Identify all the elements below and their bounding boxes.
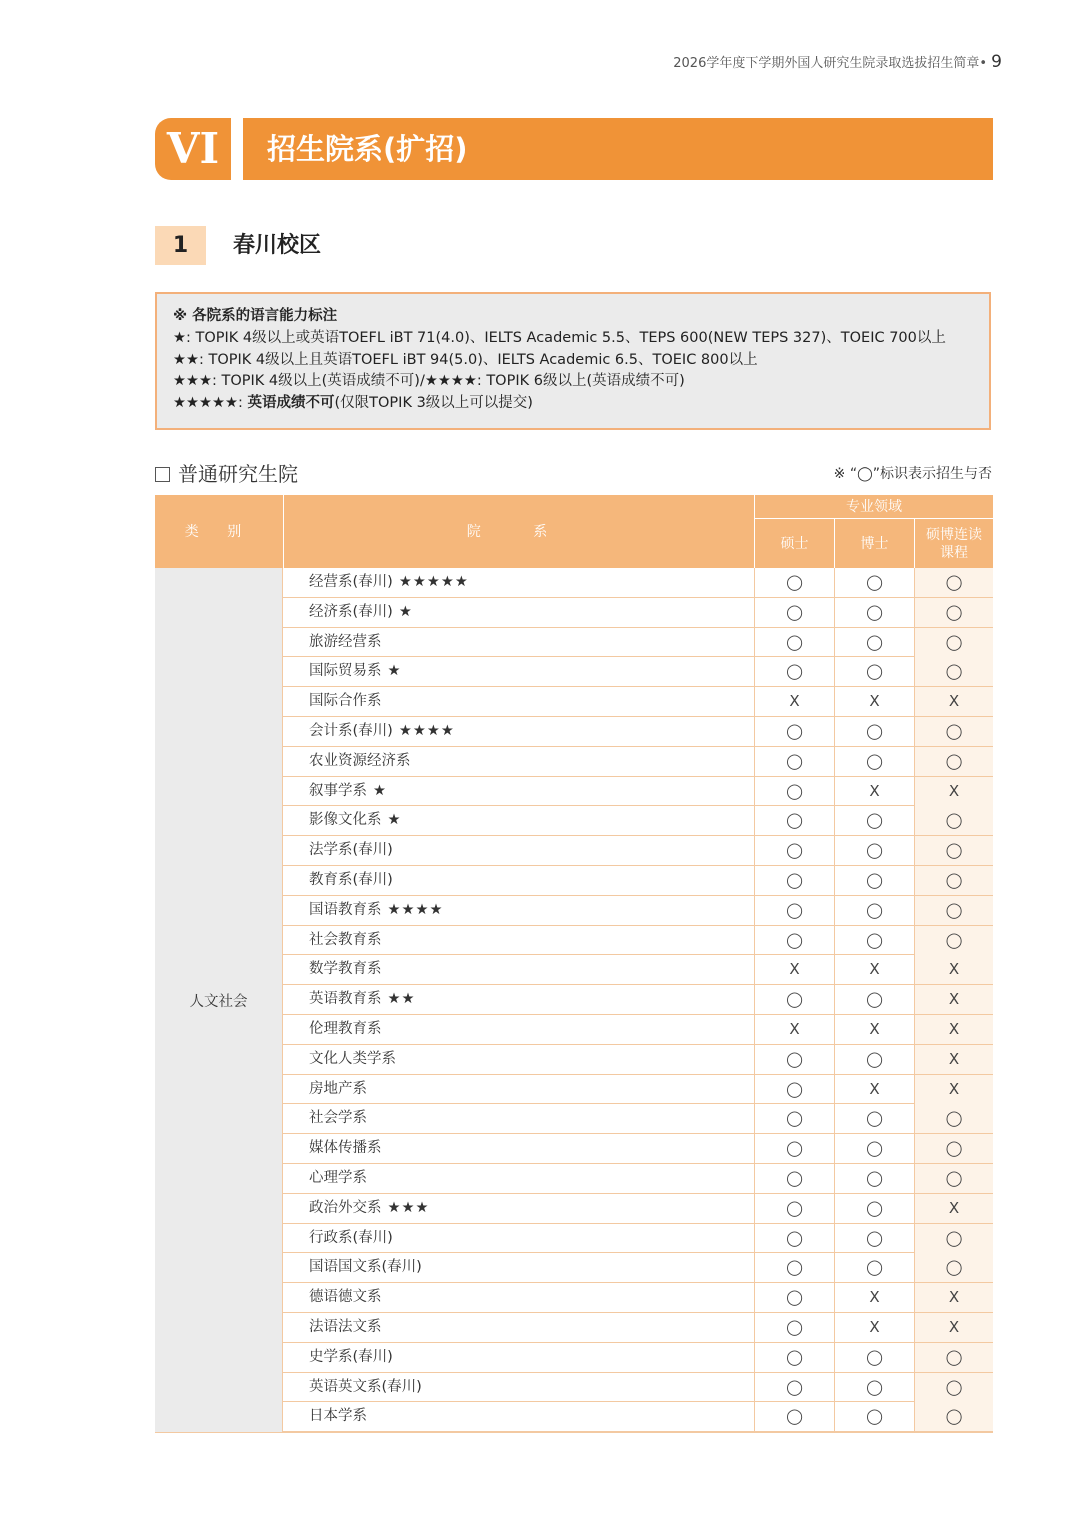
integrated-cell: ◯	[914, 1224, 993, 1253]
masters-cell: ◯	[754, 1402, 834, 1431]
table-row	[283, 568, 993, 598]
department-label: 英语教育系	[309, 991, 382, 1008]
integrated-cell: ◯	[914, 628, 993, 657]
department-name	[309, 687, 388, 716]
department-name	[309, 806, 402, 835]
integrated-cell: ◯	[914, 598, 993, 627]
masters-cell: ◯	[754, 985, 834, 1014]
table-row	[283, 1313, 993, 1343]
department-label: 国际贸易系	[309, 663, 382, 680]
table-row	[283, 657, 993, 687]
language-note-box	[155, 292, 991, 430]
integrated-cell: ◯	[914, 717, 993, 746]
table-row	[283, 777, 993, 807]
doctorate-cell: ◯	[834, 1224, 914, 1253]
department-name	[309, 1104, 373, 1133]
table-row	[283, 926, 993, 956]
integrated-cell: ◯	[914, 1343, 993, 1372]
masters-cell: ◯	[754, 777, 834, 806]
department-label: 旅游经营系	[309, 633, 382, 650]
department-name	[309, 568, 469, 597]
department-label: 法学系(春川)	[309, 842, 393, 859]
header-department: 院 系	[466, 523, 572, 540]
doctorate-cell: ◯	[834, 1134, 914, 1163]
doctorate-cell: ◯	[834, 628, 914, 657]
table-row	[283, 1164, 993, 1194]
department-name	[309, 1134, 388, 1163]
integrated-cell: X	[914, 955, 993, 984]
department-label: 房地产系	[309, 1080, 367, 1097]
table-heading-text: 普通研究生院	[178, 462, 298, 486]
section-roman-numeral: VI	[155, 118, 231, 180]
integrated-cell: X	[914, 1313, 993, 1342]
department-label: 国语教育系	[309, 901, 382, 918]
masters-cell: ◯	[754, 1224, 834, 1253]
integrated-cell: X	[914, 687, 993, 716]
table-row	[283, 1134, 993, 1164]
masters-cell: ◯	[754, 657, 834, 686]
department-label: 国际合作系	[309, 693, 382, 710]
department-label: 英语英文系(春川)	[309, 1378, 422, 1395]
department-label: 叙事学系	[309, 782, 367, 799]
masters-cell: X	[754, 1015, 834, 1044]
department-label: 影像文化系	[309, 812, 382, 829]
integrated-cell: X	[914, 1045, 993, 1074]
table-row	[283, 747, 993, 777]
integrated-cell: X	[914, 1015, 993, 1044]
language-note-text: : TOPIK 4级以上(英语成绩不可)/★★★★: TOPIK 6级以上(英语成绩不可)	[212, 373, 685, 390]
doctorate-cell: ◯	[834, 836, 914, 865]
header-masters: 硕士	[754, 519, 834, 568]
star-rating: ★★	[173, 351, 199, 368]
integrated-cell: ◯	[914, 568, 993, 597]
department-label: 教育系(春川)	[309, 871, 393, 888]
language-note-text: : TOPIK 4级以上且英语TOEFL iBT 94(5.0)、IELTS Academic 6.5、TOEIC 800以上	[199, 351, 758, 368]
table-row	[283, 896, 993, 926]
department-name	[309, 1343, 399, 1372]
masters-cell: X	[754, 955, 834, 984]
doctorate-cell: ◯	[834, 985, 914, 1014]
star-rating: ★★★	[387, 1199, 430, 1216]
integrated-cell: X	[914, 985, 993, 1014]
integrated-cell: X	[914, 777, 993, 806]
section-title: 招生院系(扩招)	[243, 118, 993, 180]
doctorate-cell: X	[834, 1313, 914, 1342]
checkbox-icon	[155, 467, 170, 482]
doctorate-cell: X	[834, 1015, 914, 1044]
masters-cell: ◯	[754, 1343, 834, 1372]
language-note-line	[173, 371, 973, 393]
language-note-line	[173, 328, 973, 350]
table-row	[283, 1343, 993, 1373]
masters-cell: ◯	[754, 1313, 834, 1342]
language-note-text: :	[238, 395, 248, 412]
table-row	[283, 1373, 993, 1403]
department-name	[309, 955, 388, 984]
department-table	[155, 495, 993, 1433]
doctorate-cell: X	[834, 1283, 914, 1312]
doctorate-cell: ◯	[834, 1343, 914, 1372]
table-row	[283, 1045, 993, 1075]
department-name	[309, 1164, 373, 1193]
department-name	[309, 598, 413, 627]
star-rating: ★	[373, 782, 387, 799]
integrated-cell: ◯	[914, 747, 993, 776]
doctorate-cell: ◯	[834, 1194, 914, 1223]
table-body	[155, 568, 993, 1432]
table-row	[283, 866, 993, 896]
department-label: 日本学系	[309, 1408, 367, 1425]
department-name	[309, 866, 399, 895]
doctorate-cell: X	[834, 955, 914, 984]
integrated-cell: ◯	[914, 1373, 993, 1402]
table-row	[283, 1104, 993, 1134]
star-rating: ★★★★	[398, 722, 455, 739]
department-name	[309, 1045, 402, 1074]
doctorate-cell: X	[834, 687, 914, 716]
header-integrated-label: 硕博连读课程	[926, 526, 982, 561]
department-name	[309, 926, 388, 955]
department-label: 法语法文系	[309, 1318, 382, 1335]
department-label: 社会教育系	[309, 931, 382, 948]
language-note-line	[173, 393, 973, 415]
doctorate-cell: ◯	[834, 1104, 914, 1133]
running-title: 2026学年度下学期外国人研究生院录取选拔招生简章	[673, 56, 980, 71]
masters-cell: ◯	[754, 1134, 834, 1163]
integrated-cell: X	[914, 1194, 993, 1223]
masters-cell: ◯	[754, 1253, 834, 1282]
department-name	[309, 1194, 430, 1223]
department-label: 伦理教育系	[309, 1020, 382, 1037]
table-row	[283, 1224, 993, 1254]
star-rating: ★★★★	[387, 901, 444, 918]
integrated-cell: ◯	[914, 1104, 993, 1133]
masters-cell: ◯	[754, 806, 834, 835]
department-label: 农业资源经济系	[309, 752, 411, 769]
doctorate-cell: ◯	[834, 1402, 914, 1431]
integrated-cell: X	[914, 1283, 993, 1312]
doctorate-cell: ◯	[834, 866, 914, 895]
department-label: 社会学系	[309, 1110, 367, 1127]
integrated-cell: ◯	[914, 1134, 993, 1163]
page-number: 9	[991, 52, 1002, 72]
table-row	[283, 628, 993, 658]
integrated-cell: ◯	[914, 926, 993, 955]
integrated-cell: ◯	[914, 896, 993, 925]
section-banner	[155, 118, 993, 180]
doctorate-cell: ◯	[834, 896, 914, 925]
table-header	[155, 495, 993, 568]
subsection-title: 春川校区	[233, 233, 322, 258]
doctorate-cell: ◯	[834, 1164, 914, 1193]
integrated-cell: ◯	[914, 1253, 993, 1282]
doctorate-cell: ◯	[834, 1373, 914, 1402]
integrated-cell: ◯	[914, 657, 993, 686]
department-name	[309, 836, 399, 865]
department-label: 会计系(春川)	[309, 722, 393, 739]
doctorate-cell: ◯	[834, 926, 914, 955]
masters-cell: ◯	[754, 926, 834, 955]
department-label: 经济系(春川)	[309, 603, 393, 620]
integrated-cell: ◯	[914, 1164, 993, 1193]
doctorate-cell: ◯	[834, 1253, 914, 1282]
doctorate-cell: X	[834, 777, 914, 806]
star-rating: ★	[398, 603, 413, 620]
department-name	[309, 1253, 428, 1282]
department-label: 媒体传播系	[309, 1140, 382, 1157]
masters-cell: ◯	[754, 1373, 834, 1402]
integrated-cell: ◯	[914, 866, 993, 895]
doctorate-cell: ◯	[834, 568, 914, 597]
department-name	[309, 1224, 399, 1253]
integrated-cell: X	[914, 1075, 993, 1104]
header-field: 专业领域	[754, 495, 993, 519]
language-note-text: (仅限TOPIK 3级以上可以提交)	[334, 395, 533, 412]
running-header	[673, 52, 1002, 72]
department-label: 文化人类学系	[309, 1050, 396, 1067]
department-name	[309, 1313, 388, 1342]
department-name	[309, 628, 388, 657]
table-row	[283, 985, 993, 1015]
department-label: 心理学系	[309, 1169, 367, 1186]
department-name	[309, 1373, 428, 1402]
header-category: 类 别	[184, 523, 254, 540]
department-name	[309, 657, 402, 686]
department-label: 史学系(春川)	[309, 1348, 393, 1365]
integrated-cell: ◯	[914, 806, 993, 835]
integrated-cell: ◯	[914, 836, 993, 865]
masters-cell: ◯	[754, 717, 834, 746]
table-row	[283, 955, 993, 985]
table-row	[283, 717, 993, 747]
table-row	[283, 1283, 993, 1313]
department-label: 数学教育系	[309, 961, 382, 978]
language-note-bold-text: 英语成绩不可	[247, 395, 335, 412]
department-name	[309, 747, 417, 776]
department-name	[309, 1402, 373, 1431]
header-integrated	[914, 519, 993, 568]
table-row	[283, 806, 993, 836]
doctorate-cell: ◯	[834, 1045, 914, 1074]
masters-cell: X	[754, 687, 834, 716]
masters-cell: ◯	[754, 836, 834, 865]
department-label: 政治外交系	[309, 1199, 382, 1216]
masters-cell: ◯	[754, 896, 834, 925]
table-row	[283, 836, 993, 866]
department-name	[309, 896, 444, 925]
subsection-number: 1	[155, 226, 206, 265]
masters-cell: ◯	[754, 1104, 834, 1133]
masters-cell: ◯	[754, 747, 834, 776]
legend-note: ※ “◯”标识表示招生与否	[833, 466, 992, 482]
table-row	[283, 1015, 993, 1045]
category-cell: 人文社会	[155, 568, 283, 1432]
table-row	[283, 1253, 993, 1283]
star-rating: ★★★★★	[398, 574, 469, 590]
department-label: 国语国文系(春川)	[309, 1259, 422, 1276]
table-row	[283, 598, 993, 628]
doctorate-cell: ◯	[834, 747, 914, 776]
masters-cell: ◯	[754, 1075, 834, 1104]
star-rating: ★	[387, 663, 402, 680]
star-rating: ★	[387, 812, 402, 829]
masters-cell: ◯	[754, 628, 834, 657]
masters-cell: ◯	[754, 598, 834, 627]
integrated-cell: ◯	[914, 1402, 993, 1431]
department-label: 德语德文系	[309, 1289, 382, 1306]
masters-cell: ◯	[754, 866, 834, 895]
masters-cell: ◯	[754, 1283, 834, 1312]
page-separator: •	[979, 56, 988, 71]
star-rating: ★★★	[173, 373, 212, 390]
doctorate-cell: ◯	[834, 598, 914, 627]
star-rating: ★★	[387, 991, 416, 1008]
table-row	[283, 687, 993, 717]
department-name	[309, 1075, 373, 1104]
doctorate-cell: ◯	[834, 657, 914, 686]
masters-cell: ◯	[754, 1194, 834, 1223]
language-note-line	[173, 350, 973, 372]
department-name	[309, 985, 416, 1014]
doctorate-cell: ◯	[834, 806, 914, 835]
department-name	[309, 717, 455, 746]
language-note-heading: ※ 各院系的语言能力标注	[173, 308, 338, 324]
star-rating: ★★★★★	[173, 395, 238, 412]
department-label: 经营系(春川)	[309, 574, 393, 590]
table-row	[283, 1194, 993, 1224]
header-doctorate: 博士	[834, 519, 914, 568]
department-name	[309, 777, 387, 806]
table-row	[283, 1075, 993, 1105]
doctorate-cell: X	[834, 1075, 914, 1104]
table-row	[283, 1402, 993, 1432]
department-label: 行政系(春川)	[309, 1229, 393, 1246]
star-rating: ★	[173, 329, 186, 346]
doctorate-cell: ◯	[834, 717, 914, 746]
masters-cell: ◯	[754, 1045, 834, 1074]
table-heading	[155, 460, 298, 488]
department-name	[309, 1015, 388, 1044]
masters-cell: ◯	[754, 1164, 834, 1193]
department-name	[309, 1283, 388, 1312]
table-bottom-border	[155, 1432, 993, 1433]
masters-cell: ◯	[754, 568, 834, 597]
language-note-text: : TOPIK 4级以上或英语TOEFL iBT 71(4.0)、IELTS Academic 5.5、TEPS 600(NEW TEPS 327)、TOEIC 700以上	[186, 329, 946, 346]
